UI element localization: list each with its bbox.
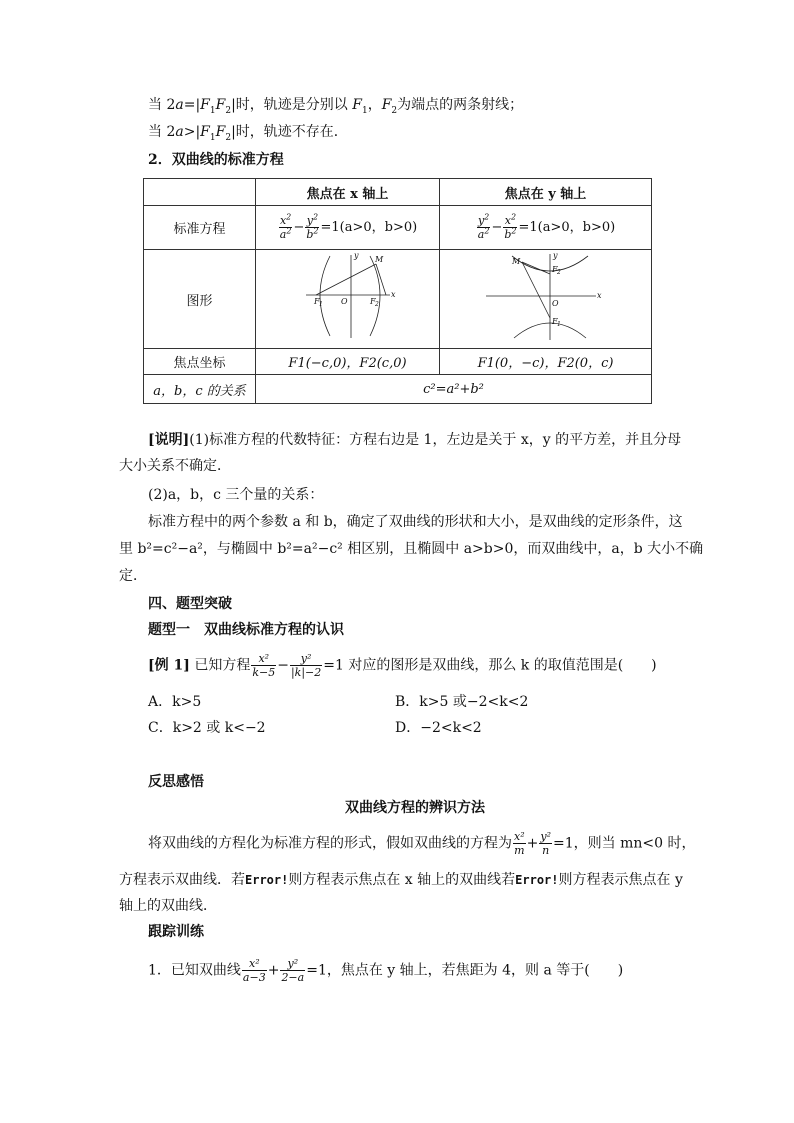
row-graph-label: 图形 [144,250,256,349]
svg-text:2: 2 [556,269,561,276]
intro-line-1: 当 $2a=|F_1F_2|$时，轨迹是分别以 $F_1$，$F_2$为端点的两条射线； [148,97,524,116]
method-title: 双曲线方程的辨识方法 [345,800,485,816]
example-1-stem: [例 1] 已知方程 $\frac{\text{x²}}{k-5}$ − $\frac{\text{y²}}{|k|-2}$ =1 对应的图形是双曲线，那么 k 的取值范围是( ) [148,652,657,679]
label-M: M [374,255,383,264]
reflect-title: 反思感悟 [148,774,204,790]
label-x-y: x [596,291,602,300]
note-line-6: 定． [119,568,147,584]
hyperbola-x-graph [258,250,438,344]
note-line-1: [说明](1)标准方程的代数特征：方程右边是 1，左边是关于 x，y 的平方差，并且分母 [148,432,682,448]
label-y: y [353,251,359,260]
row-std-label: 标准方程 [144,206,256,250]
note-line-2: 大小关系不确定． [119,458,231,474]
option-d: D．−2<k<2 [395,720,482,736]
focus-x: F1(−c,0)，F2(c,0) [256,349,440,375]
table-header-x: 焦点在 x 轴上 [256,179,440,206]
row-rel-label: a，b，c 的关系 [144,375,256,404]
type-1-title: 题型一 双曲线标准方程的认识 [148,622,344,638]
graph-x [256,250,440,349]
method-line-2: 方程表示双曲线．若Error!则方程表示焦点在 x 轴上的双曲线若Error!则方程表示焦点在 y [119,872,683,888]
note-line-3: (2)a，b，c 三个量的关系： [148,487,324,503]
hyperbola-table [143,178,652,404]
note-line-4: 标准方程中的两个参数 a 和 b，确定了双曲线的形状和大小，是双曲线的定形条件，这 [148,514,683,530]
focus-y: F1(0，−c)，F2(0，c) [440,349,652,375]
label-O: O [340,297,348,306]
method-line-3: 轴上的双曲线． [119,898,217,914]
method-line-1: 将双曲线的方程化为标准方程的形式，假如双曲线的方程为 $\frac{\text{x²}}{m}$ + $\frac{\text{y²}}{n}$ =1，则当 mn<0 时， [148,830,696,857]
relation-value: c²=a²+b² [256,375,652,404]
std-eq-x: $\frac{x^2}{a^2}$ − $\frac{y^2}{b^2}$ =1(a>0，b>0) [256,206,440,250]
practice-title: 跟踪训练 [148,924,204,940]
hyperbola-y-graph [446,250,646,344]
practice-1-stem: 1．已知双曲线 $\frac{\text{x²}}{a-3}$ + $\frac{\text{y²}}{2-a}$ =1，焦点在 y 轴上，若焦距为 4，则 a 等于( ) [148,957,624,984]
graph-y [440,250,652,349]
label-F1-y: F [551,317,558,326]
note-line-5: 里 b²=c²−a²，与椭圆中 b²=a²−c² 相区别，且椭圆中 a>b>0，而双曲线中，a，b 大小不确 [119,541,704,557]
label-M-y: M [511,257,520,266]
label-y-y: y [552,251,558,260]
label-O-y: O [551,299,559,308]
option-a: A．k>5 [148,694,202,710]
label-F2: F [369,297,376,306]
row-focus-label: 焦点坐标 [144,349,256,375]
label-x: x [390,290,396,299]
std-eq-y: $\frac{y^2}{a^2}$ − $\frac{x^2}{b^2}$ =1(a>0，b>0) [440,206,652,250]
svg-text:1: 1 [556,321,561,328]
label-F1: F [313,297,320,306]
svg-text:2: 2 [374,301,379,308]
label-F2-y: F [551,265,558,274]
option-b: B．k>5 或−2<k<2 [395,694,529,710]
svg-text:1: 1 [318,301,323,308]
section-2-title: 2．双曲线的标准方程 [148,152,284,168]
intro-line-2: 当 $2a>|F_1F_2|$时，轨迹不存在． [148,124,348,143]
option-c: C．k>2 或 k<−2 [148,720,266,736]
table-header-blank [144,179,256,206]
section-4-title: 四、题型突破 [148,596,232,612]
table-header-y: 焦点在 y 轴上 [440,179,652,206]
